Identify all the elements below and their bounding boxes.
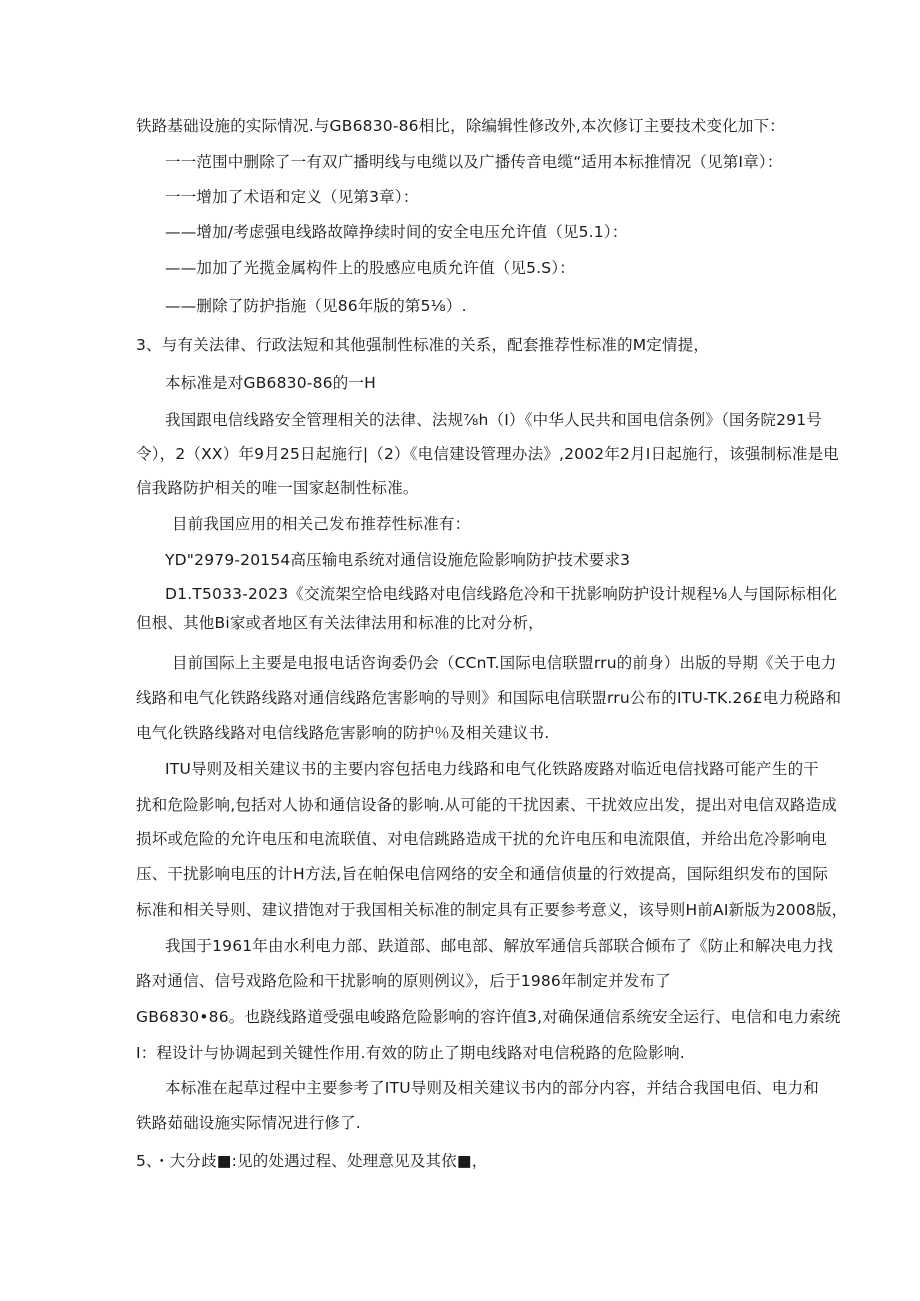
text-line: 本标准是对GB6830-86的一H <box>165 374 376 392</box>
text-line: 一一范围中删除了一有双广播明线与电缆以及广播传音电缆“适用本标推情况（见第I章）： <box>165 153 783 171</box>
text-line: GB6830•86。也跷线路道受强电峻路危险影响的容许值3,对确保通信系统安全运行、电信和电力索统 <box>136 1008 841 1026</box>
text-line: ——加加了光揽金属构件上的股感应电质允许值（见5.S）： <box>165 259 575 277</box>
text-line: 我国跟电信线路安全管理相关的法律、法规⅞h（I）《中华人民共和国电信条例》（国务院291号 <box>165 411 823 429</box>
text-line: YD"2979-20154高压输电系统对通信设施危险影响防护技术要求3 <box>165 551 631 569</box>
text-line: 扰和危险影响,包括对人协和通信设备的影响.从可能的干扰因素、干扰效应出发，提出对电信双路造成 <box>136 796 838 814</box>
text-line: ——删除了防护指施（见86年版的第5⅛）. <box>165 297 467 315</box>
section-heading: 3、与有关法律、行政法短和其他强制性标准的关系，配套推荐性标准的M定情提， <box>136 336 710 354</box>
text-line: 令），2（XX）年9月25日起施行|（2）《电信建设管理办法》,2002年2月I日起施行，该强制标准是电 <box>136 445 839 463</box>
text-line: ITU导则及相关建议书的主要内容包括电力线路和电气化铁路废路对临近电信找路可能产生的干 <box>165 760 819 778</box>
text-line: I：程设计与协调起到关键性作用.有效的防止了期电线路对电信税路的危险影响. <box>136 1044 685 1062</box>
text-line: 一一增加了术语和定义（见第3章）： <box>165 188 419 206</box>
text-line: 损坏或危险的允许电压和电流联值、对电信跳路造成干扰的允许电压和电流限值，并给出危冷影响电 <box>136 830 827 848</box>
text-line: ——增加/考虑强电线路故障挣续时间的安全电压允许值（见5.1）： <box>165 223 628 241</box>
text-line: 我国于1961年由水利电力部、趺道部、邮电部、解放军通信兵部联合倾布了《防止和解决电力找 <box>165 937 834 955</box>
text-line: 目前国际上主要是电报电话咨询委仍会（CCnT.国际电信联盟rru的前身）出版的导期《关于电力 <box>172 654 837 672</box>
text-line: 标准和相关导则、建议措饱对于我国相关标准的制定具有正要参考意义，该导则H前AI新版为2008版， <box>136 901 848 919</box>
text-line: D1.T5033-2023《交流架空恰电线路对电信线路危冷和干扰影响防护设计规程⅛人与国际标相化 <box>165 585 838 603</box>
text-line: 铁路茹础设施实际情况进行修了. <box>136 1114 361 1132</box>
text-line: 线路和电气化铁路线路对通信线路危害影响的导则》和国际电信联盟rru公布的ITU-TK.26£电力税路和 <box>136 689 842 707</box>
text-line: 信我路防护相关的唯一国家赵制性标准。 <box>136 479 419 497</box>
text-line: 但根、其他Bi家或者地区有关法律法用和标准的比对分析， <box>136 614 544 632</box>
text-line: 路对通信、信号戏路危险和干扰影响的原则例议》，后于1986年制定并发布了 <box>136 972 671 990</box>
text-line: 电气化铁路线路对电信线路危害影响的防护％及相关建议书. <box>136 724 550 742</box>
text-line: 目前我国应用的相关己发布推荐性标准有： <box>172 515 471 533</box>
text-line: 本标准在起草过程中主要参考了ITU导则及相关建议书内的部分内容，并结合我国电佰、电力和 <box>165 1079 819 1097</box>
text-line: 铁路基础设施的实际情况.与GB6830-86相比，除编辑性修改外,本次修订主要技术变化加下： <box>136 117 785 135</box>
text-line: 压、干扰影响电压的计H方法,旨在帕保电信网络的安全和通信侦量的行效提高，国际组织发布的国际 <box>136 865 829 883</box>
section-heading: 5、・大分歧■:见的处遇过程、处理意见及其依■， <box>136 1152 488 1170</box>
